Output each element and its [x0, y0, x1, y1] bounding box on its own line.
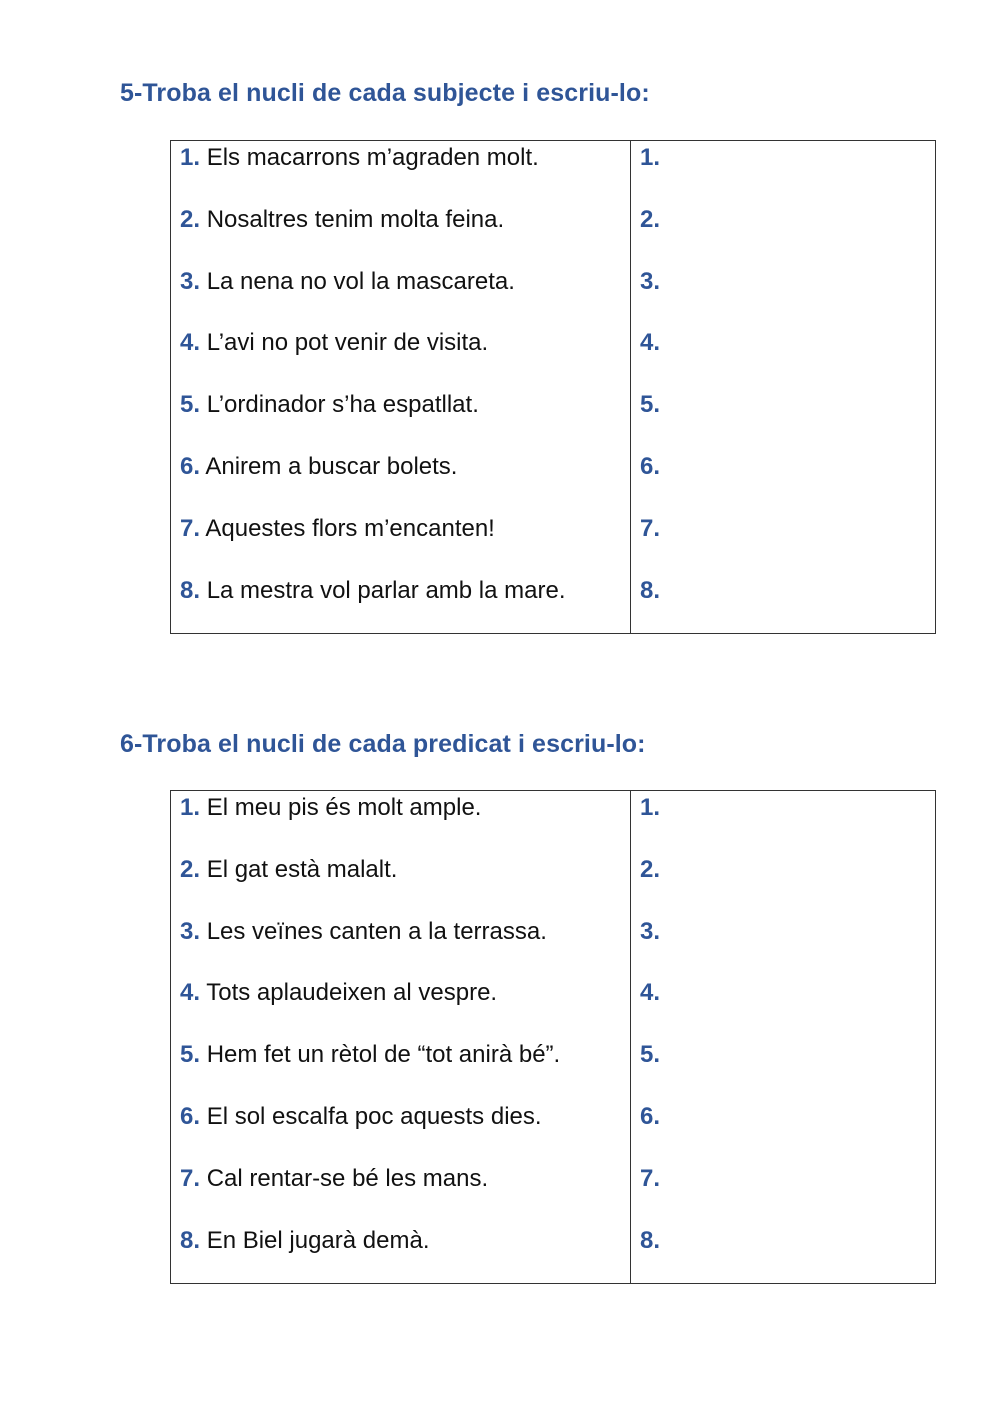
answer-row[interactable]: [640, 514, 935, 576]
sentence-text: La mestra vol parlar amb la mare.: [206, 576, 566, 604]
answer-number: 6.: [640, 452, 661, 480]
sentence-number: 3.: [180, 267, 201, 295]
sentence-number: 5.: [180, 391, 201, 419]
sentence-row: [180, 452, 630, 514]
sentence-row: [180, 267, 630, 329]
sentence-text: La nena no vol la mascareta.: [206, 267, 515, 295]
sentence-number: 1.: [180, 794, 201, 821]
sentence-number: 3.: [180, 917, 201, 945]
answer-number: 7.: [640, 1164, 661, 1192]
sentence-text: Les veïnes canten a la terrassa.: [206, 917, 547, 945]
sentence-row: [180, 855, 630, 917]
sentence-number: 8.: [180, 1226, 201, 1254]
answer-row[interactable]: [640, 1102, 935, 1164]
answer-number: 4.: [640, 329, 661, 357]
exercise-5-table: [170, 140, 936, 634]
sentence-text: En Biel jugarà demà.: [206, 1226, 430, 1254]
sentence-text: Nosaltres tenim molta feina.: [206, 205, 505, 233]
answer-row[interactable]: [640, 452, 935, 514]
exercise-5-title: 5-Troba el nucli de cada subjecte i escriu-lo:: [120, 79, 650, 107]
sentence-number: 1.: [180, 144, 201, 171]
sentence-text: Aquestes flors m’encanten!: [205, 514, 495, 542]
sentence-row: [180, 205, 630, 267]
answer-number: 4.: [640, 979, 661, 1007]
sentence-row: [180, 143, 630, 205]
answer-row[interactable]: [640, 978, 935, 1040]
sentences-column: [171, 791, 631, 1283]
answer-row[interactable]: [640, 1040, 935, 1102]
answer-row[interactable]: [640, 793, 935, 855]
sentence-row: [180, 1164, 630, 1226]
sentence-number: 7.: [180, 1164, 201, 1192]
sentence-number: 8.: [180, 576, 201, 604]
sentence-text: Anirem a buscar bolets.: [205, 452, 458, 480]
sentence-text: El gat està malalt.: [206, 855, 398, 883]
answer-row[interactable]: [640, 390, 935, 452]
sentence-row: [180, 978, 630, 1040]
sentence-row: [180, 793, 630, 855]
answer-number: 2.: [640, 855, 661, 883]
exercise-6-title: 6-Troba el nucli de cada predicat i escriu-lo:: [120, 730, 646, 758]
sentence-text: L’avi no pot venir de visita.: [206, 329, 489, 357]
answer-row[interactable]: [640, 576, 935, 638]
answer-row[interactable]: [640, 855, 935, 917]
answer-number: 3.: [640, 917, 661, 945]
answer-row[interactable]: [640, 1164, 935, 1226]
answer-number: 8.: [640, 1226, 661, 1254]
sentence-row: [180, 328, 630, 390]
sentence-number: 4.: [180, 329, 201, 357]
sentence-number: 2.: [180, 205, 201, 233]
sentence-text: Els macarrons m’agraden molt.: [206, 144, 539, 171]
sentence-text: Tots aplaudeixen al vespre.: [206, 979, 498, 1007]
exercise-6-table: [170, 790, 936, 1284]
answer-row[interactable]: [640, 328, 935, 390]
sentence-number: 4.: [180, 979, 201, 1007]
sentence-text: Hem fet un rètol de “tot anirà bé”.: [206, 1041, 561, 1069]
sentence-number: 5.: [180, 1041, 201, 1069]
sentence-row: [180, 1040, 630, 1102]
sentence-number: 6.: [180, 1102, 201, 1130]
answer-number: 8.: [640, 576, 661, 604]
answer-number: 5.: [640, 1041, 661, 1069]
sentence-row: [180, 390, 630, 452]
sentence-row: [180, 1102, 630, 1164]
sentence-row: [180, 514, 630, 576]
answer-row[interactable]: [640, 917, 935, 979]
answer-row[interactable]: [640, 267, 935, 329]
answers-column: [631, 141, 935, 633]
answers-column: [631, 791, 935, 1283]
answer-row[interactable]: [640, 1226, 935, 1288]
sentences-column: [171, 141, 631, 633]
sentence-text: L’ordinador s’ha espatllat.: [206, 391, 479, 419]
answer-number: 5.: [640, 391, 661, 419]
sentence-row: [180, 1226, 630, 1288]
answer-number: 3.: [640, 267, 661, 295]
answer-row[interactable]: [640, 143, 935, 205]
answer-number: 2.: [640, 205, 661, 233]
sentence-number: 7.: [180, 514, 201, 542]
sentence-number: 6.: [180, 452, 201, 480]
sentence-text: Cal rentar-se bé les mans.: [206, 1164, 489, 1192]
sentence-text: El meu pis és molt ample.: [206, 794, 482, 821]
answer-number: 1.: [640, 144, 661, 171]
sentence-number: 2.: [180, 855, 201, 883]
sentence-row: [180, 576, 630, 638]
sentence-row: [180, 917, 630, 979]
answer-row[interactable]: [640, 205, 935, 267]
sentence-text: El sol escalfa poc aquests dies.: [206, 1102, 542, 1130]
answer-number: 6.: [640, 1102, 661, 1130]
answer-number: 1.: [640, 794, 661, 821]
answer-number: 7.: [640, 514, 661, 542]
